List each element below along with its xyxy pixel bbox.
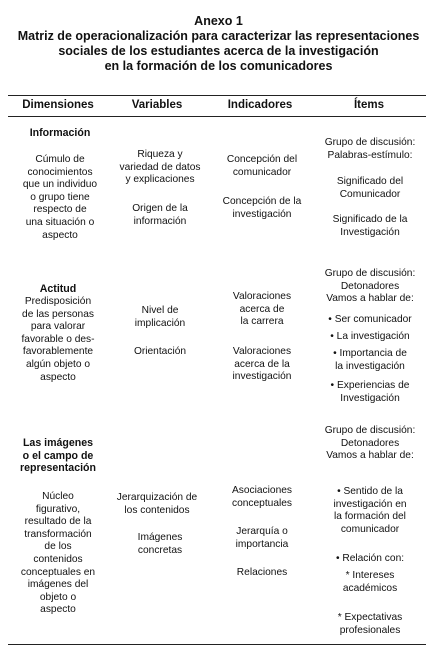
item-entry: • Ser comunicador [328, 314, 412, 325]
header-variables: Variables [131, 99, 183, 111]
dimension-description: Cúmulo de conocimientos que un individuo o grupo tiene respecto de una situación o aspecto [22, 154, 98, 241]
item-entry: • Importancia de la investigación [333, 348, 407, 372]
indicator-item: Valoraciones acerca de la carrera [232, 291, 292, 328]
items-heading: Grupo de discusión: Palabras-estímulo: [324, 137, 416, 161]
header-bottom-rule [8, 116, 426, 117]
header-dimensiones: Dimensiones [22, 99, 94, 111]
indicator-item: Concepción de la investigación [222, 196, 302, 220]
annex-title [0, 14, 437, 74]
dimension-description: Predisposición de las personas para valorar favorable o des- favorablemente algún objeto o aspecto [21, 296, 95, 383]
indicator-item: Asociaciones conceptuales [231, 485, 293, 509]
indicator-item: Concepción del comunicador [226, 154, 298, 178]
header-indicadores: Indicadores [227, 99, 293, 111]
title-line-2: sociales de los estudiantes acerca de la investigación [58, 44, 379, 58]
item-entry: • Sentido de la investigación en la formación del comunicador [333, 486, 407, 535]
variable-item: Origen de la información [132, 203, 188, 227]
item-entry: • Relación con: [335, 553, 405, 564]
table-bottom-rule [8, 644, 426, 645]
item-entry: • Experiencias de Investigación [330, 380, 410, 404]
dimension-title: Información [29, 127, 91, 139]
item-entry: • La investigación [330, 331, 410, 342]
indicator-item: Valoraciones acerca de la investigación [232, 346, 292, 383]
items-heading: Grupo de discusión: Detonadores Vamos a hablar de: [324, 425, 416, 462]
header-items: Ítems [353, 99, 385, 111]
variable-item: Imágenes concretas [137, 532, 183, 556]
title-line-1: Matriz de operacionalización para caracterizar las representaciones [17, 29, 420, 43]
item-entry: Significado del Comunicador [336, 176, 404, 200]
item-entry: Significado de la Investigación [332, 214, 408, 238]
item-entry: * Intereses académicos [342, 570, 398, 594]
variable-item: Nivel de implicación [134, 305, 186, 329]
variable-item: Jerarquización de los contenidos [116, 492, 198, 516]
indicator-item: Relaciones [236, 567, 288, 578]
variable-item: Riqueza y variedad de datos y explicaciones [119, 149, 201, 186]
title-line-3: en la formación de los comunicadores [104, 59, 333, 73]
dimension-description: Núcleo figurativo, resultado de la transformación de los contenidos conceptuales en imágenes del objeto o aspecto [20, 491, 96, 616]
items-heading: Grupo de discusión: Detonadores Vamos a hablar de: [324, 268, 416, 305]
indicator-item: Jerarquía o importancia [235, 526, 289, 550]
dimension-title: Las imágenes o el campo de representación [20, 437, 96, 475]
item-entry: * Expectativas profesionales [337, 612, 403, 636]
annex-label: Anexo 1 [194, 14, 243, 28]
dimension-title: Actitud [39, 283, 77, 295]
table-top-rule [8, 95, 426, 96]
variable-item: Orientación [133, 346, 187, 357]
